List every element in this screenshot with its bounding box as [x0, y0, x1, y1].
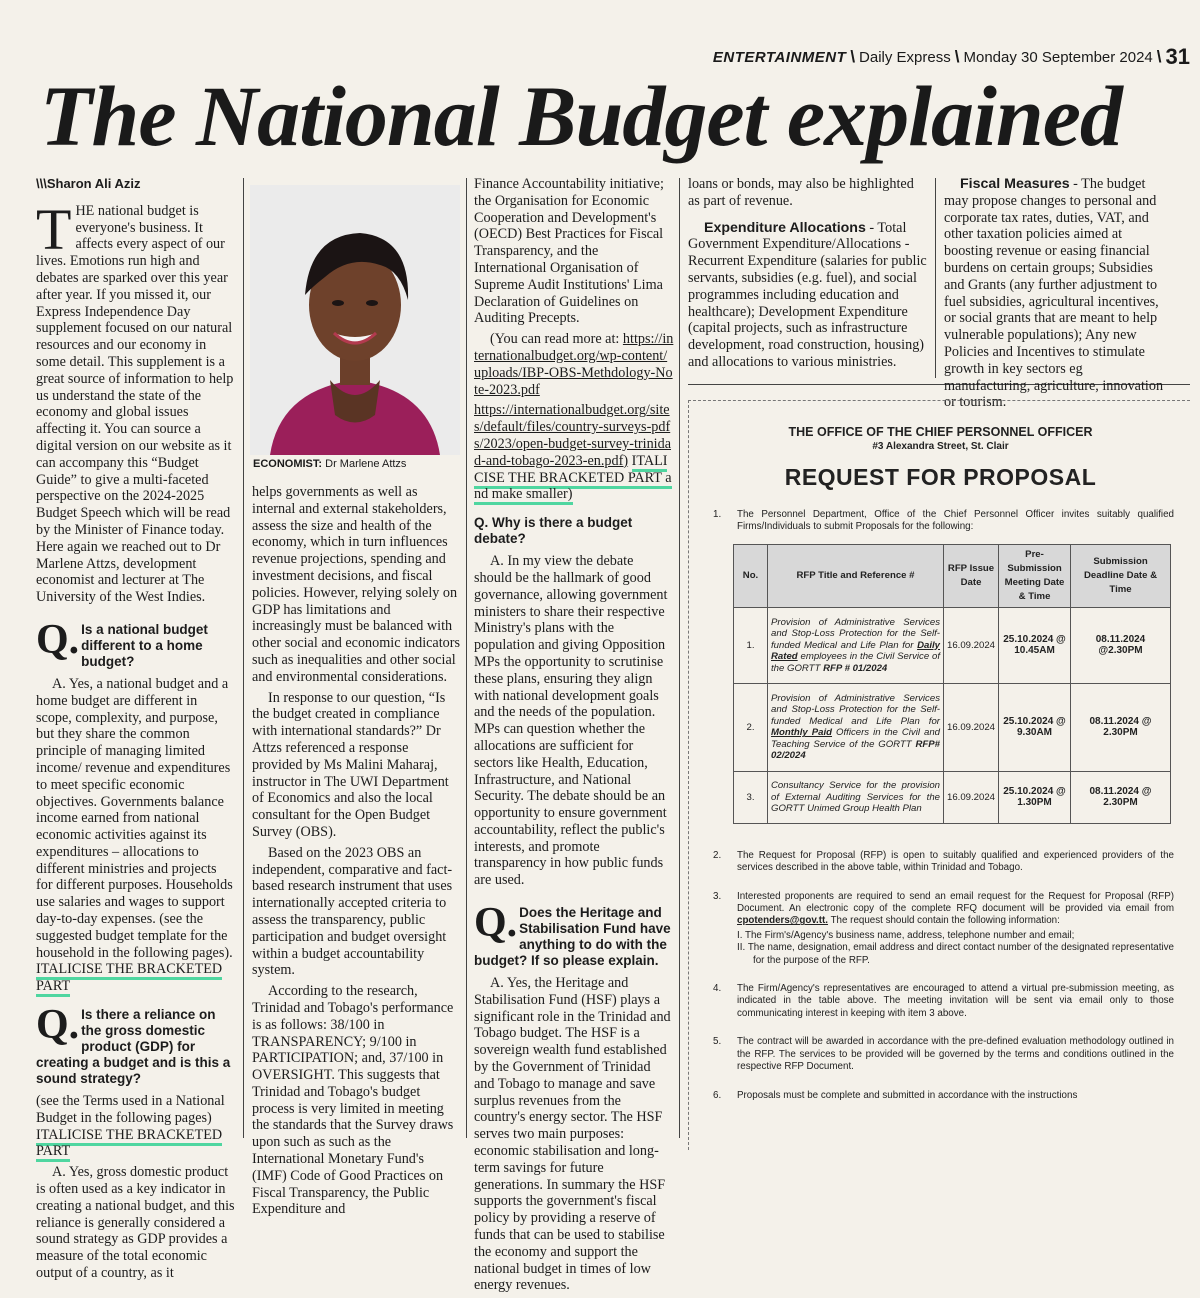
- rfp-reference: RFP# 02/2024: [771, 738, 940, 762]
- ad-organisation: THE OFFICE OF THE CHIEF PERSONNEL OFFICER: [788, 425, 1093, 439]
- rfp-title-text: Provision of Administrative Services and Stop-Loss Protection for the Self-funded Medical and Life Plan for: [771, 692, 940, 727]
- row-number: 1.: [734, 607, 768, 683]
- column-rule: [935, 178, 936, 378]
- separator: \: [850, 47, 856, 66]
- col2-paragraph: Based on the 2023 OBS an independent, comparative and fact-based research instrument that uses internationally accepted criteria to assess the transparency, public participation and budget oversight within a budget accountability system.: [252, 844, 453, 979]
- answer-2-start: A. Yes, gross domestic product is often used as a key indicator in creating a national budget, and this reliance is generally considered a sound strategy as GDP provides a measure of the total economic output of a country, as it: [36, 1164, 235, 1282]
- ad-title: REQUEST FOR PROPOSAL: [784, 464, 1097, 490]
- header-cell: RFP Issue Date: [944, 544, 999, 607]
- paper-name: Daily Express: [859, 48, 951, 66]
- rfp-title: Consultancy Service for the provision of External Auditing Services for the GORTT Unimed Group Health Plan: [768, 771, 944, 823]
- table-row: [734, 683, 1171, 771]
- question-3: Q. Why is there a budget debate?: [474, 515, 633, 547]
- issue-date: 16.09.2024: [944, 607, 999, 683]
- intro-text: HE national budget is everyone's business. It affects every aspect of our lives. Emotions run high and debates are sparked over this year after year. If you missed it, our Express Independence Day supplement focused on our natural resources and our economy in some detail. This supplement is a great source of information to help us understand the state of the economy and global issues affecting it. You can source a digital version on our website as it can accompany this “Budget Guide” to give a multi-faceted perspective on the 2024-2025 Budget Speech which will be read by the Minister of Finance today. Here again we reached out to Dr Marlene Attzs, development economist and lecturer at The University of the West Indies.: [36, 202, 234, 606]
- meeting-date: 25.10.2024 @ 9.30AM: [999, 683, 1071, 771]
- issue-date: 16.09.2024: [944, 683, 999, 771]
- issue-date: Monday 30 September 2024: [963, 48, 1153, 66]
- editor-note: ITALICISE THE BRACKETED PART: [36, 961, 222, 997]
- table-row: [734, 771, 1171, 823]
- ad-item-text: The Personnel Department, Office of the Chief Personnel Officer invites suitably qualified Firms/Individuals to submit Proposals for the following:: [737, 509, 1174, 533]
- rfp-title-emphasis: Monthly Paid: [771, 727, 833, 739]
- read-more-intro: (You can read more at:: [490, 331, 620, 348]
- expenditure-heading: Expenditure Allocations: [704, 219, 866, 236]
- ad-item-text: The contract will be awarded in accordance with the pre-defined evaluation methodology outlined in the RFP. The services to be provided will be governed by the terms and conditions outlined in the respective RFP Document.: [737, 1036, 1174, 1073]
- ad-item-number: 2.: [713, 849, 722, 861]
- editor-note: ITALICISE THE BRACKETED PART: [36, 1127, 222, 1163]
- ad-item: [707, 850, 1174, 875]
- rfp-title-text: Provision of Administrative Services and Stop-Loss Protection for the Self-funded Medical and Life Plan for: [771, 616, 940, 651]
- editor-note: ITALICISE THE BRACKETED PART and make smaller): [474, 453, 672, 506]
- article-column-4: [688, 176, 928, 375]
- ad-item: [707, 983, 1174, 1020]
- question-2-tail: [36, 1093, 236, 1160]
- answer-1: [36, 676, 236, 995]
- ad-item-text: [737, 891, 1174, 967]
- author-name: Sharon Ali Aziz: [46, 176, 141, 191]
- article-column-5: [944, 176, 1164, 415]
- ad-item: [707, 1090, 1174, 1102]
- column-rule: [466, 178, 467, 1138]
- article-column-1: [36, 176, 236, 1286]
- col2-paragraph: According to the research, Trinidad and Tobago's performance is as follows: 38/100 in TRANSPARENCY; 9/100 in PARTICIPATION; and, 37/100 in OVERSIGHT. This suggests that Trinidad and Tobago's budget process is very limited in meeting the standards that the Survey draws upon such as such as the International Monetary Fund's (IMF) Code of Good Practices on Fiscal Transparency, the Public Expenditure and: [252, 983, 454, 1218]
- read-more-2: [474, 402, 674, 503]
- email-link[interactable]: cpotenders@gov.tt.: [737, 915, 829, 927]
- meeting-date: 25.10.2024 @ 10.45AM: [999, 607, 1071, 683]
- question-4-text: Does the Heritage and Stabilisation Fund have anything to do with the budget? If so please explain.: [474, 905, 671, 969]
- section-name: ENTERTAINMENT: [712, 48, 847, 66]
- question-4: [474, 900, 674, 969]
- row-number: 3.: [734, 771, 768, 823]
- page-number: 31: [1165, 44, 1190, 69]
- question-1: [36, 616, 236, 670]
- rfp-advertisement: [688, 400, 1190, 1150]
- ad-item-text: The Firm/Agency's representatives are encouraged to attend a virtual pre-submission meeting, as indicated in the table above. The meeting invitation will be sent via email only to those communicating interest in keeping with item 3 above.: [737, 983, 1174, 1019]
- question-2: [36, 1002, 236, 1087]
- table-header-row: [734, 544, 1171, 607]
- meeting-date: 25.10.2024 @ 1.30PM: [999, 771, 1071, 823]
- photo-caption: [253, 458, 463, 470]
- fiscal-paragraph: [944, 176, 1164, 411]
- deadline-date: 08.11.2024 @ 2.30PM: [1071, 771, 1171, 823]
- list-item: I. The Firm's/Agency's business name, address, telephone number and email;: [737, 929, 1075, 941]
- question-cap: Q.: [474, 900, 518, 947]
- answer-1-text: A. Yes, a national budget and a home budget are different in scope, complexity, and purpose, but they share the common principle of managing limited income/ revenue and expenditures to meet specific economic objectives. Governments balance income earned from national economic activities against its expenditures – allocations to different ministries and projects for different purposes. Households use salaries and wages to support day-to-day expenses. (see the suggested budget template for the household in the following pages).: [36, 675, 233, 961]
- header-cell: Pre-Submission Meeting Date & Time: [999, 544, 1071, 607]
- intro-paragraph: [36, 196, 236, 606]
- byline: [36, 176, 236, 193]
- ad-item-text-part: The request should contain the following information:: [828, 915, 1060, 927]
- header-cell: RFP Title and Reference #: [768, 544, 944, 607]
- issue-date: 16.09.2024: [944, 771, 999, 823]
- fiscal-text: - The budget may propose changes to personal and corporate tax rates, duties, VAT, and other taxation policies aimed at boosting revenue or easing financial burdens on certain groups; Subsidies and Grants (any further adjustment to fuel subsidies, agricultural incentives, or social grants that are meant to help vulnerable populations); Any new Policies and Incentives to stimulate growth in key sectors eg manufacturing, agriculture, innovation or tourism.: [944, 176, 1164, 411]
- ad-item-number: 6.: [713, 1089, 722, 1101]
- col4-paragraph: loans or bonds, may also be highlighted as part of revenue.: [688, 176, 914, 209]
- caption-name: Dr Marlene Attzs: [325, 458, 407, 470]
- source-link-2[interactable]: https://internationalbudget.org/sites/default/files/country-surveys-pdfs/2023/open-budget-survey-trinidad-and-tobago-2023-en.pdf): [474, 402, 672, 469]
- question-2-tail-text: (see the Terms used in a National Budget in the following pages): [36, 1093, 225, 1126]
- rfp-title: [768, 683, 944, 771]
- deadline-date: 08.11.2024 @ 2.30PM: [1071, 683, 1171, 771]
- ad-item: [707, 1036, 1174, 1073]
- question-cap: Q.: [36, 1002, 80, 1049]
- answer-4: A. Yes, the Heritage and Stabilisation Fund (HSF) plays a significant role in the Trinidad and Tobago budget. The HSF is a sovereign wealth fund established by the Government of Trinidad and Tobago to manage and save surplus revenues from the country's energy sector. The HSF serves two main purposes: economic stabilisation and long-term savings for future generations. In summary the HSF supports the government's fiscal policy by providing a reserve of funds that can be used to stabilise the economy and support the national budget in times of low energy revenues.: [474, 975, 671, 1294]
- separator: \: [1156, 47, 1162, 66]
- caption-label: ECONOMIST:: [253, 458, 323, 470]
- rfp-title-emphasis: Daily Rated: [771, 639, 940, 663]
- table-row: [734, 607, 1171, 683]
- rfp-title: [768, 607, 944, 683]
- ad-item-text: Proposals must be complete and submitted in accordance with the instructions: [737, 1089, 1078, 1101]
- ad-address: #3 Alexandra Street, St. Clair: [872, 441, 1009, 452]
- portrait-illustration: [250, 185, 460, 455]
- byline-mark: \\\: [36, 176, 47, 191]
- expenditure-paragraph: [688, 220, 928, 371]
- rfp-title-text: Officers in the Civil and Teaching Service of the GORTT: [771, 727, 940, 750]
- column-rule: [679, 178, 680, 1138]
- column-rule: [243, 178, 244, 1138]
- ad-item: [707, 509, 1174, 534]
- ad-item: [707, 891, 1174, 967]
- drop-cap: T: [36, 196, 72, 262]
- economist-photo: [250, 185, 460, 455]
- rfp-table: [733, 544, 1171, 824]
- rfp-title-text: employees in the Civil Service of the GORTT: [771, 651, 940, 674]
- question-1-text: Is a national budget different to a home budget?: [81, 621, 208, 669]
- ad-item-text-part: Interested proponents are required to send an email request for the Request for Proposal (RFP) Document. An electronic copy of the complete RFQ document will be provided via email from: [737, 890, 1174, 915]
- expenditure-text: - Total Government Expenditure/Allocations - Recurrent Expenditure (salaries for public servants, subsidies (e.g. fuel), and social programmes including education and healthcare); Development Expenditure (capital projects, such as infrastructure development, road construction, housing) and allocations to various ministries.: [688, 219, 927, 370]
- article-column-3: [474, 176, 674, 1298]
- request-requirements: [737, 930, 1174, 967]
- source-link-1[interactable]: https://internationalbudget.org/wp-content/uploads/IBP-OBS-Methdology-Note-2023.pdf: [474, 331, 674, 398]
- col2-paragraph: In response to our question, “Is the budget created in compliance with international standards?” Dr Attzs referenced a response provided by Ms Malini Maharaj, instructor in The UWI Department of Economics and also the local consultant for the Open Budget Survey (OBS).: [252, 689, 449, 840]
- header-cell: Submission Deadline Date & Time: [1071, 544, 1171, 607]
- ad-item-text: The Request for Proposal (RFP) is open to suitably qualified and experienced providers of the services described in the above table, within Trinidad and Tobago.: [737, 849, 1174, 874]
- deadline-date: 08.11.2024 @2.30PM: [1071, 607, 1171, 683]
- fiscal-heading: Fiscal Measures: [960, 176, 1070, 192]
- rfp-reference: RFP # 01/2024: [823, 662, 888, 674]
- separator: \: [954, 47, 960, 66]
- list-item: II. The name, designation, email address and direct contact number of the designated representative for the purpose of the RFP.: [737, 942, 1174, 966]
- col2-paragraph: helps governments as well as internal and external stakeholders, assess the size and health of the economy, which in turn influences revenue projections, spending and investment decisions, and fiscal policies. However, relying solely on GDP has limitations and increasingly must be balanced with other social and economic indicators such as inequalities and other social and environmental considerations.: [252, 484, 461, 685]
- ad-item-number: 1.: [713, 509, 722, 520]
- answer-3: A. In my view the debate should be the hallmark of good governance, allowing government ministers to share their respective Ministry's plans with the population and giving Opposition MPs the opportunity to scrutinise these plans, ensuring they align with national development goals and the needs of the population. MPs can question whether the allocations are sufficient for sectors like Health, Education, Infrastructure, and National Security. The debate should be an opportunity to ensure government accountability, reflect the public's interests, and promote transparency in how public funds are used.: [474, 553, 668, 889]
- question-2-text: Is there a reliance on the gross domestic product (GDP) for creating a budget and is this a sound strategy?: [36, 1007, 231, 1087]
- col3-paragraph: Finance Accountability initiative; the Organisation for Economic Cooperation and Development's (OECD) Best Practices for Fiscal Transparency, and the International Organisation of Supreme Audit Institutions' Lima Declaration of Guidelines on Auditing Precepts.: [474, 176, 664, 327]
- ad-item-number: 4.: [713, 983, 722, 995]
- read-more: [474, 331, 674, 398]
- question-cap: Q.: [36, 616, 80, 663]
- headline: The National Budget explained: [40, 68, 1122, 164]
- ad-item-number: 3.: [713, 890, 722, 902]
- article-column-2: [252, 484, 460, 1222]
- row-number: 2.: [734, 683, 768, 771]
- header-cell: No.: [734, 544, 768, 607]
- ad-item-number: 5.: [713, 1036, 722, 1048]
